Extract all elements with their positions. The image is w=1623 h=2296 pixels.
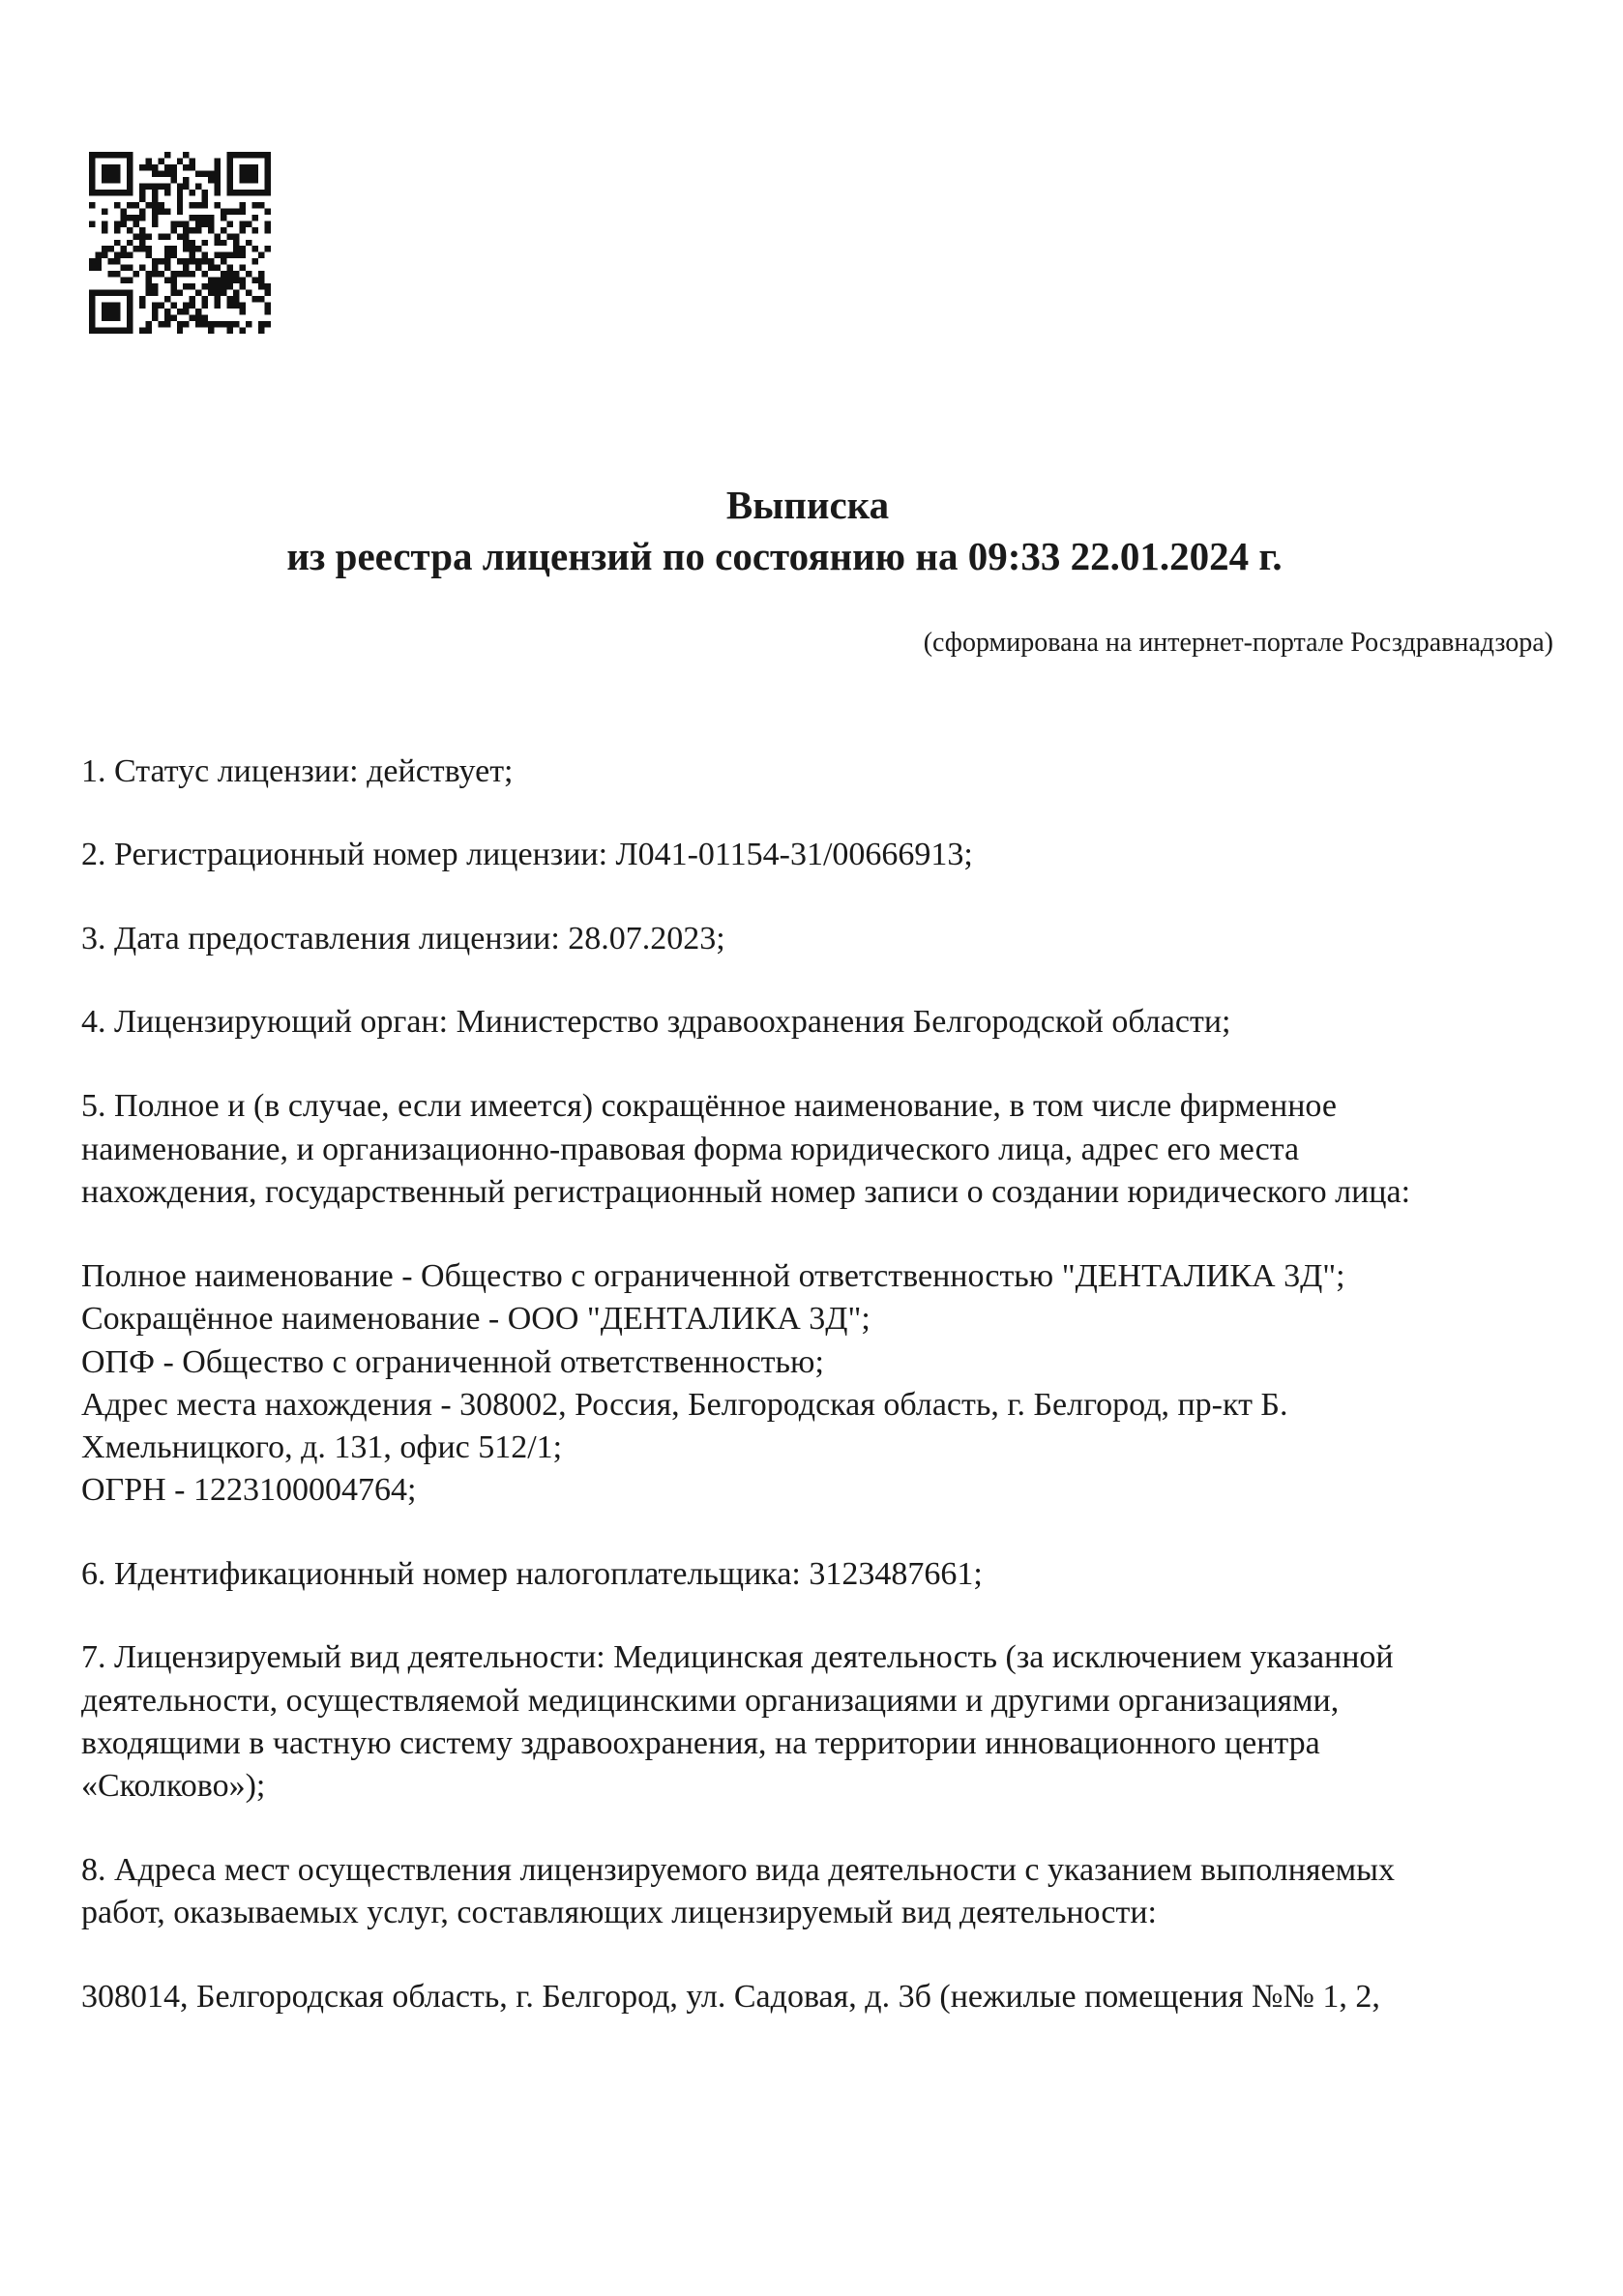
opf-line: ОПФ - Общество с ограниченной ответственностью;: [81, 1344, 824, 1380]
address-line: Хмельницкого, д. 131, офис 512/1;: [81, 1429, 563, 1465]
qr-code: [89, 152, 271, 334]
item-activity-line: «Сколково»);: [81, 1768, 266, 1804]
short-name-line: Сокращённое наименование - ООО "ДЕНТАЛИКА 3Д";: [81, 1301, 871, 1337]
item-activity-line: 7. Лицензируемый вид деятельности: Медицинская деятельность (за исключением указанной: [81, 1639, 1394, 1675]
document-subtitle: из реестра лицензий по состоянию на 09:33 22.01.2024 г.: [286, 534, 1283, 578]
item-name-heading-line: 5. Полное и (в случае, если имеется) сокращённое наименование, в том числе фирменное: [81, 1088, 1337, 1124]
item-date: 3. Дата предоставления лицензии: 28.07.2023;: [81, 921, 725, 957]
item-name-heading-line: наименование, и организационно-правовая форма юридического лица, адрес его места: [81, 1132, 1300, 1167]
item-activity-line: деятельности, осуществляемой медицинскими организациями и другими организациями,: [81, 1683, 1340, 1719]
portal-note: (сформирована на интернет-портале Росздравнадзора): [923, 628, 1553, 658]
address-entry: 308014, Белгородская область, г. Белгород, ул. Садовая, д. 3б (нежилые помещения №№ 1, 2,: [81, 1979, 1380, 2015]
item-status: 1. Статус лицензии: действует;: [81, 753, 514, 789]
item-reg-number: 2. Регистрационный номер лицензии: Л041-01154-31/00666913;: [81, 837, 973, 872]
item-authority: 4. Лицензирующий орган: Министерство здравоохранения Белгородской области;: [81, 1004, 1231, 1040]
address-line: Адрес места нахождения - 308002, Россия, Белгородская область, г. Белгород, пр-кт Б.: [81, 1387, 1288, 1423]
ogrn-line: ОГРН - 1223100004764;: [81, 1472, 417, 1508]
document-title: Выписка: [725, 483, 890, 527]
full-name-line: Полное наименование - Общество с ограниченной ответственностью "ДЕНТАЛИКА 3Д";: [81, 1258, 1345, 1294]
item-activity-line: входящими в частную систему здравоохранения, на территории инновационного центра: [81, 1725, 1320, 1761]
item-inn: 6. Идентификационный номер налогоплательщика: 3123487661;: [81, 1556, 983, 1592]
item-addresses-heading-line: 8. Адреса мест осуществления лицензируемого вида деятельности с указанием выполняемых: [81, 1852, 1395, 1888]
item-addresses-heading-line: работ, оказываемых услуг, составляющих лицензируемый вид деятельности:: [81, 1895, 1157, 1930]
item-name-heading-line: нахождения, государственный регистрационный номер записи о создании юридического лица:: [81, 1174, 1411, 1210]
